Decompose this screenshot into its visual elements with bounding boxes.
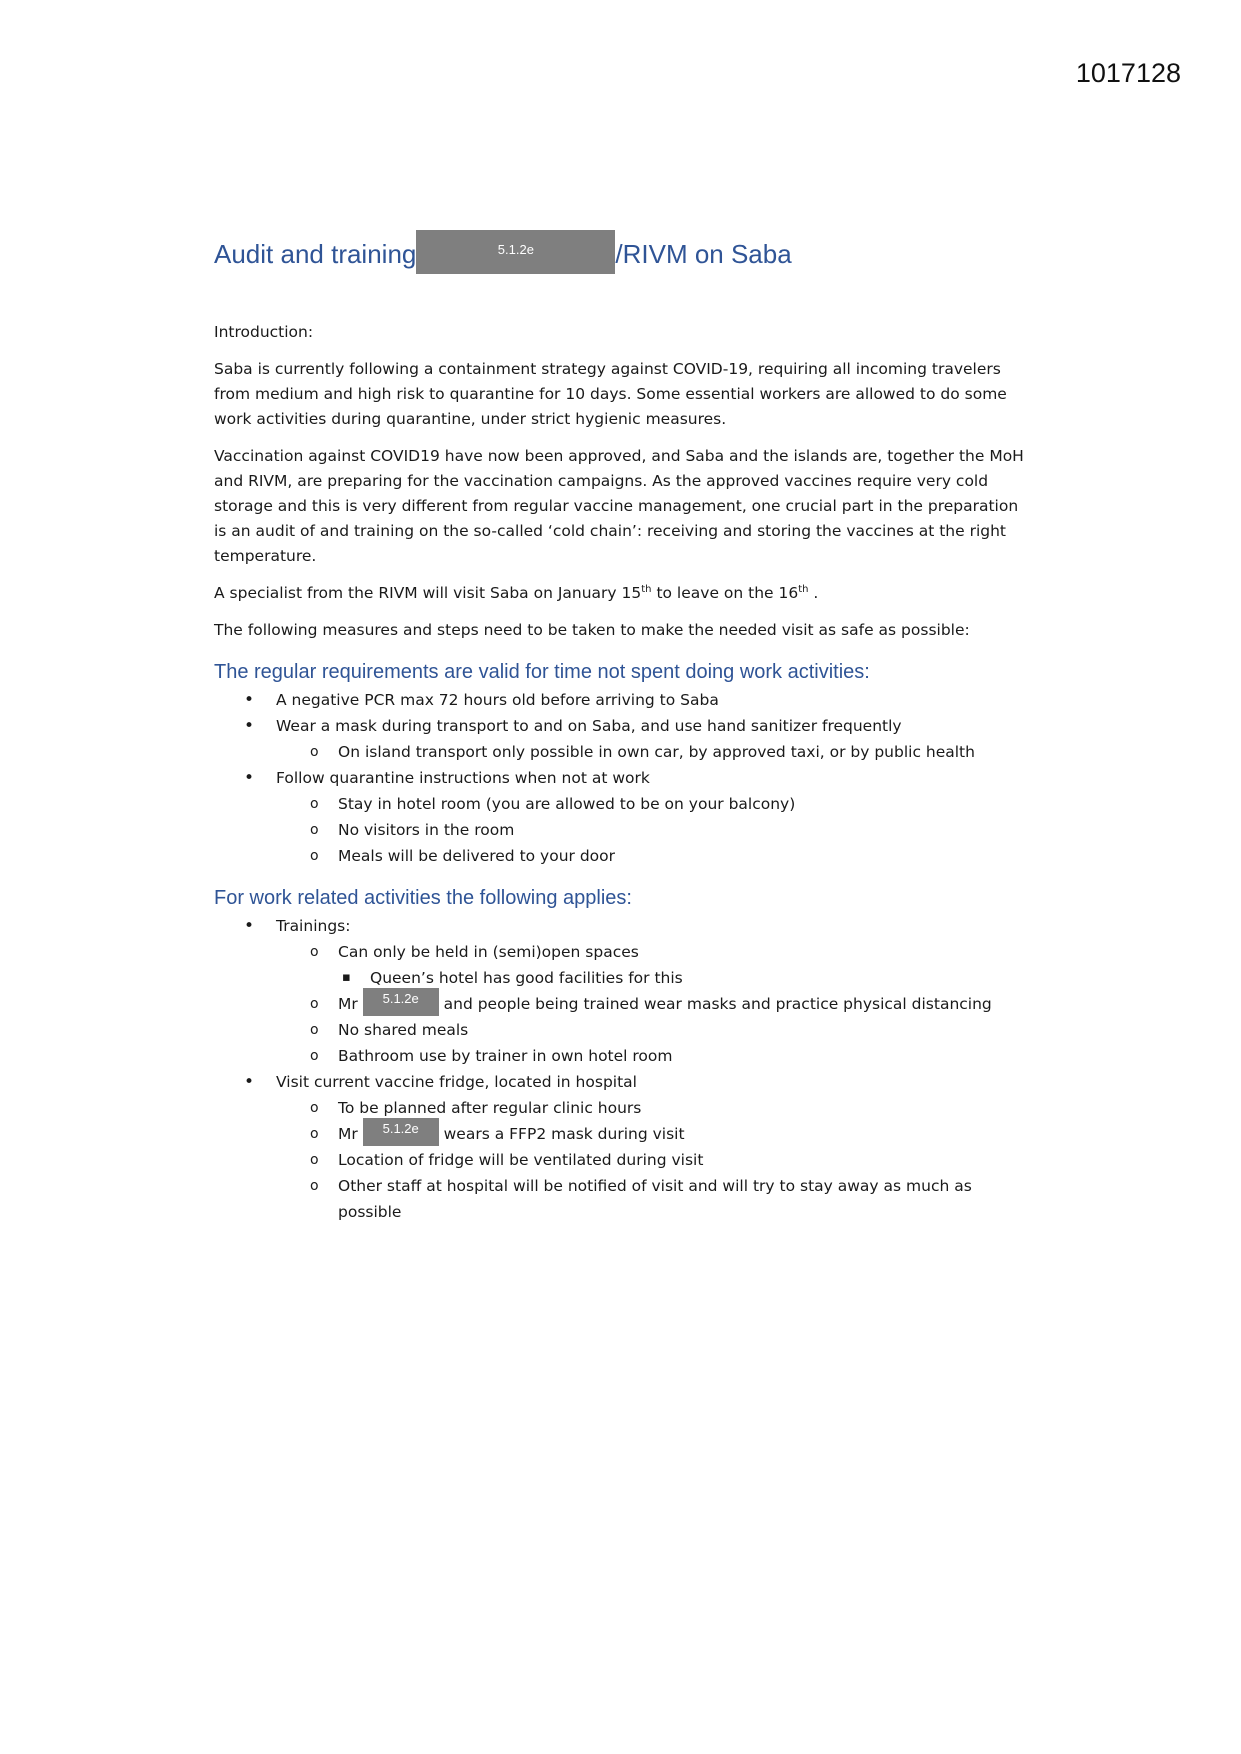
- sub-list-item-text: and people being trained wear masks and practice physical distancing: [443, 995, 992, 1013]
- paragraph-vaccination: Vaccination against COVID19 have now been approved, and Saba and the islands are, together the MoH and RIVM, are preparing for the vaccination campaigns. As the approved vaccines require very cold storage and this is very different from regular vaccine management, one crucial part in the preparation is an audit of and training on the so-called ‘cold chain’: receiving and storing the vaccines at the right temperature.: [214, 447, 1024, 565]
- text-mr: Mr: [338, 1125, 358, 1143]
- sub-list-item: [276, 739, 1034, 765]
- list-item-text: Visit current vaccine fridge, located in hospital: [276, 1073, 637, 1091]
- list-regular-requirements: [214, 687, 1034, 869]
- sub-list-item-text: Location of fridge will be ventilated during visit: [338, 1151, 704, 1169]
- sub-list-item: [276, 791, 1034, 817]
- sub-list-item-text: Bathroom use by trainer in own hotel room: [338, 1047, 673, 1065]
- visit-text-b: to leave on the 16: [651, 584, 799, 602]
- list-item: [214, 687, 1034, 713]
- text-mr: Mr: [338, 995, 358, 1013]
- paragraph-visit: [214, 581, 1034, 606]
- sub-list-item-text: Meals will be delivered to your door: [338, 847, 616, 865]
- sub-list-item: [276, 843, 1034, 869]
- paragraph-containment: Saba is currently following a containment strategy against COVID-19, requiring all incoming travelers from medium and high risk to quarantine for 10 days. Some essential workers are allowed to do some work activities during quarantine, under strict hygienic measures.: [214, 360, 1007, 428]
- page-title: [214, 226, 1034, 282]
- list-item: [214, 713, 1034, 765]
- title-end: /RIVM on Saba: [615, 239, 792, 269]
- sub-list-item-text: No visitors in the room: [338, 821, 515, 839]
- title-start: Audit and training: [214, 239, 417, 269]
- visit-sup-1: th: [641, 583, 652, 595]
- redaction-box: 5.1.2e: [363, 988, 439, 1016]
- redaction-box: 5.1.2e: [416, 230, 615, 274]
- sub-sub-list-item: [338, 965, 1034, 991]
- redaction-box: 5.1.2e: [363, 1118, 439, 1146]
- sub-list-item-text: Stay in hotel room (you are allowed to be on your balcony): [338, 795, 796, 813]
- sub-list: [214, 739, 1034, 765]
- sub-list-item: [276, 1121, 1034, 1147]
- sub-list-item: [276, 817, 1034, 843]
- sub-list-item-text: Can only be held in (semi)open spaces: [338, 943, 639, 961]
- introduction-label: Introduction:: [214, 323, 314, 341]
- sub-list-item: [276, 991, 1034, 1017]
- sub-list: [214, 939, 1034, 1069]
- visit-text-a: A specialist from the RIVM will visit Saba on January 15: [214, 584, 642, 602]
- list-item-text: Trainings:: [276, 917, 351, 935]
- sub-list-item-text: On island transport only possible in own car, by approved taxi, or by public health: [338, 743, 975, 761]
- list-item-text: Follow quarantine instructions when not at work: [276, 769, 650, 787]
- sub-list-item: [276, 1017, 1034, 1043]
- sub-sub-list-item-text: Queen’s hotel has good facilities for this: [370, 969, 683, 987]
- document-id: 1017128: [1075, 58, 1181, 88]
- sub-list-item-text: Other staff at hospital will be notified of visit and will try to stay away as much as possible: [338, 1177, 972, 1221]
- sub-list-item: [276, 939, 1034, 991]
- list-item-text: A negative PCR max 72 hours old before arriving to Saba: [276, 691, 719, 709]
- list-work-activities: [214, 913, 1034, 1225]
- list-item-text: Wear a mask during transport to and on Saba, and use hand sanitizer frequently: [276, 717, 902, 735]
- list-item: [214, 765, 1034, 869]
- section-heading-regular: The regular requirements are valid for time not spent doing work activities:: [214, 661, 870, 683]
- sub-sub-list: [338, 965, 1034, 991]
- list-item: [214, 913, 1034, 1069]
- sub-list-item-text: No shared meals: [338, 1021, 469, 1039]
- list-item: [214, 1069, 1034, 1225]
- visit-sup-2: th: [798, 583, 809, 595]
- section-heading-work: For work related activities the following applies:: [214, 887, 632, 909]
- sub-list-item-text: wears a FFP2 mask during visit: [443, 1125, 685, 1143]
- sub-list-item-text: To be planned after regular clinic hours: [338, 1099, 642, 1117]
- sub-list-item: [276, 1173, 1034, 1225]
- document-body: [214, 226, 1034, 1225]
- sub-list-item: [276, 1043, 1034, 1069]
- sub-list: [214, 1095, 1034, 1225]
- sub-list: [214, 791, 1034, 869]
- paragraph-measures: The following measures and steps need to be taken to make the needed visit as safe as possible:: [214, 621, 970, 639]
- visit-text-c: .: [808, 584, 819, 602]
- sub-list-item: [276, 1147, 1034, 1173]
